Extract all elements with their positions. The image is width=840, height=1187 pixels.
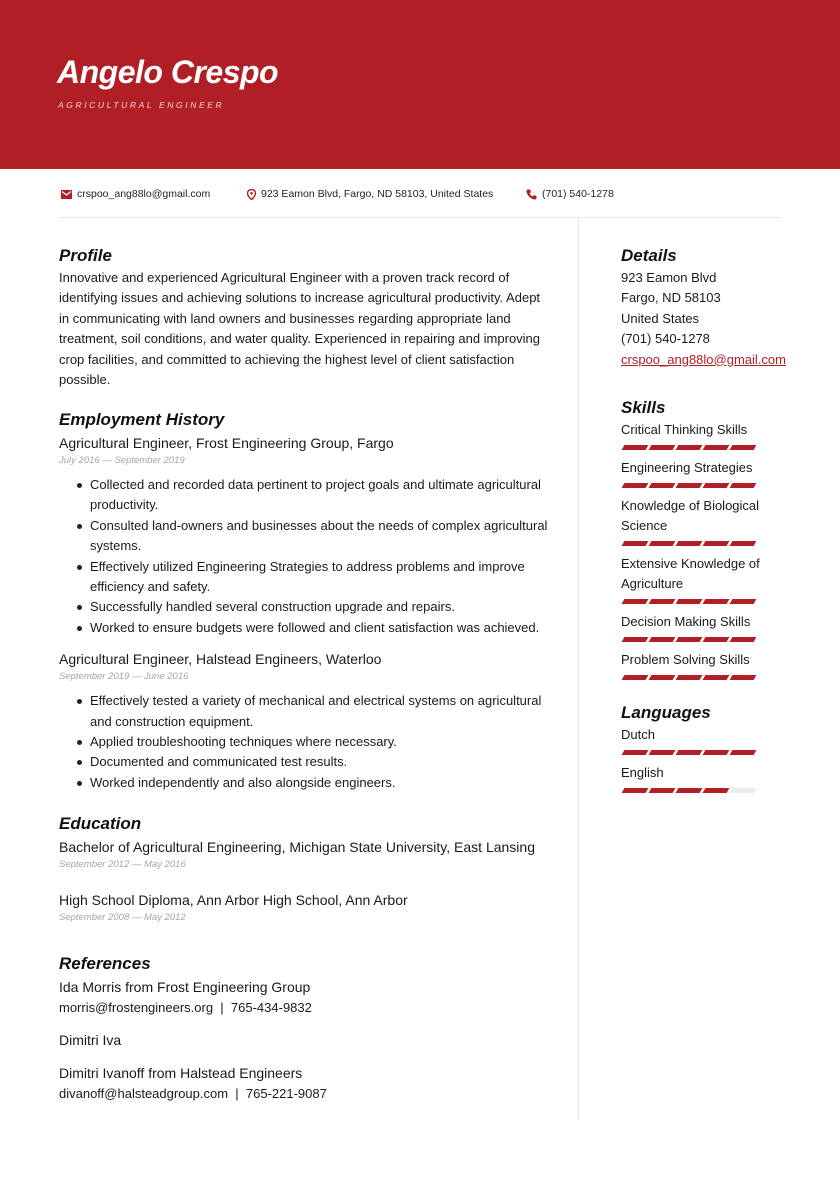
profile-text: Innovative and experienced Agricultural Engineer with a proven track record of identifying issues and achieving solutions to increase agricultural productivity. Adept in communicating with land owners and businesses regarding appropriate land treatment, soil conditions, and water quality. Experienced in repairing and improving crop facilities, and committed to achieving the highest level of client satisfaction possible.	[59, 270, 541, 388]
references-heading: References	[59, 954, 151, 973]
level-segment	[622, 599, 649, 604]
details-heading: Details	[621, 246, 677, 265]
level-segment	[649, 637, 676, 642]
skills-level-bar	[623, 599, 771, 604]
education-degree: Bachelor of Agricultural Engineering, Michigan State University, East Lansing	[59, 839, 535, 855]
skills-item	[621, 650, 771, 680]
job-position: Agricultural Engineer, Frost Engineering Group, Fargo	[59, 435, 394, 451]
education-entry	[59, 889, 559, 925]
job-bullet: Collected and recorded data pertinent to project goals and ultimate agricultural productivity.	[90, 475, 549, 516]
level-segment	[676, 445, 703, 450]
details-line: (701) 540-1278	[621, 331, 710, 347]
level-segment	[649, 675, 676, 680]
resume-header	[0, 0, 840, 169]
education-section	[59, 812, 559, 932]
education-dates: September 2008 — May 2012	[59, 912, 186, 923]
level-segment	[649, 750, 676, 755]
level-segment	[676, 483, 703, 488]
skills-level-bar	[623, 637, 771, 642]
skills-item	[621, 496, 771, 546]
skills-level-bar	[623, 445, 771, 450]
phone-text: (701) 540-1278	[542, 188, 614, 200]
details-section	[621, 244, 811, 370]
languages-heading: Languages	[621, 703, 711, 722]
job-dates: September 2019 — June 2016	[59, 671, 189, 683]
level-segment	[730, 750, 757, 755]
languages-item	[621, 725, 771, 755]
reference-contact: morris@frostengineers.org | 765-434-9832	[59, 1000, 312, 1015]
details-line: United States	[621, 310, 700, 326]
location-pin-icon	[247, 189, 256, 200]
level-segment	[622, 541, 649, 546]
languages-section	[621, 701, 771, 801]
skills-level-bar	[623, 675, 771, 680]
level-segment	[676, 599, 703, 604]
level-segment	[703, 445, 730, 450]
column-divider	[578, 218, 579, 1120]
reference-entry	[59, 1029, 549, 1051]
details-email-link[interactable]: crspoo_ang88lo@gmail.com	[621, 351, 786, 367]
skills-label: Knowledge of Biological Science	[621, 498, 760, 533]
level-segment	[649, 483, 676, 488]
address-text: 923 Eamon Blvd, Fargo, ND 58103, United States	[261, 188, 494, 200]
level-segment	[622, 637, 649, 642]
level-segment	[676, 637, 703, 642]
skills-label: Decision Making Skills	[621, 614, 751, 629]
education-degree: High School Diploma, Ann Arbor High School, Ann Arbor	[59, 892, 408, 908]
header-divider	[59, 217, 781, 218]
job-bullet: Worked independently and also alongside engineers.	[90, 773, 549, 793]
level-segment	[622, 675, 649, 680]
level-segment	[622, 788, 649, 793]
candidate-name: Angelo Crespo	[57, 54, 279, 90]
skills-item	[621, 612, 771, 642]
skills-item	[621, 420, 771, 450]
job-bullet: Documented and communicated test results.	[90, 752, 549, 772]
level-segment	[703, 675, 730, 680]
level-segment	[676, 675, 703, 680]
languages-level-bar	[623, 750, 771, 755]
profile-heading: Profile	[59, 246, 112, 265]
phone-icon	[526, 189, 537, 200]
job-bullets	[59, 691, 549, 793]
level-segment	[703, 541, 730, 546]
languages-item	[621, 763, 771, 793]
reference-entry	[59, 976, 549, 1018]
level-segment	[730, 541, 757, 546]
job-bullet: Applied troubleshooting techniques where necessary.	[90, 732, 549, 752]
employment-heading: Employment History	[59, 410, 225, 429]
education-heading: Education	[59, 814, 142, 833]
skills-item	[621, 554, 771, 604]
skills-level-bar	[623, 541, 771, 546]
languages-label: English	[621, 765, 664, 780]
level-segment	[676, 541, 703, 546]
skills-label: Engineering Strategies	[621, 460, 753, 475]
level-segment	[622, 483, 649, 488]
level-segment	[676, 788, 703, 793]
level-segment	[649, 788, 676, 793]
level-segment	[649, 599, 676, 604]
education-entry	[59, 836, 559, 872]
skills-item	[621, 458, 771, 488]
job-bullet: Effectively tested a variety of mechanical and electrical systems on agricultural and construction equipment.	[90, 691, 549, 732]
details-line: 923 Eamon Blvd	[621, 270, 717, 285]
level-segment	[730, 675, 757, 680]
reference-name: Dimitri Ivanoff from Halstead Engineers	[59, 1065, 303, 1082]
job-bullet: Successfully handled several construction upgrade and repairs.	[90, 597, 549, 617]
email-text: crspoo_ang88lo@gmail.com	[77, 188, 211, 200]
skills-heading: Skills	[621, 398, 666, 417]
level-segment	[703, 750, 730, 755]
level-segment	[676, 750, 703, 755]
level-segment	[703, 599, 730, 604]
level-segment	[703, 788, 730, 793]
job-bullets	[59, 475, 549, 638]
languages-level-bar	[623, 788, 771, 793]
employment-section	[59, 408, 549, 803]
contact-email	[61, 188, 210, 200]
job-position: Agricultural Engineer, Halstead Engineers, Waterloo	[59, 651, 382, 668]
envelope-icon	[61, 190, 72, 199]
job-bullet: Consulted land-owners and businesses about the needs of complex agricultural systems.	[90, 516, 549, 557]
level-segment	[703, 483, 730, 488]
reference-contact: divanoff@halsteadgroup.com | 765-221-9087	[59, 1086, 327, 1102]
details-line: Fargo, ND 58103	[621, 290, 721, 306]
reference-name: Ida Morris from Frost Engineering Group	[59, 979, 311, 995]
level-segment	[730, 445, 757, 450]
skills-label: Problem Solving Skills	[621, 652, 750, 667]
reference-entry	[59, 1062, 549, 1104]
level-segment	[649, 445, 676, 450]
level-segment	[730, 483, 757, 488]
level-segment	[622, 750, 649, 755]
level-segment	[703, 637, 730, 642]
languages-label: Dutch	[621, 727, 655, 742]
level-segment	[730, 788, 757, 793]
level-segment	[730, 637, 757, 642]
skills-section	[621, 396, 771, 688]
level-segment	[622, 445, 649, 450]
contact-address	[247, 188, 493, 200]
job-entry	[59, 432, 549, 638]
contact-phone	[526, 188, 614, 200]
level-segment	[649, 541, 676, 546]
education-dates: September 2012 — May 2016	[59, 859, 186, 870]
skills-label: Extensive Knowledge of Agriculture	[621, 556, 760, 591]
job-entry	[59, 648, 549, 793]
job-bullet: Effectively utilized Engineering Strategies to address problems and improve efficiency and safety.	[90, 557, 549, 598]
skills-level-bar	[623, 483, 771, 488]
job-bullet: Worked to ensure budgets were followed and client satisfaction was achieved.	[90, 618, 549, 638]
job-title: AGRICULTURAL ENGINEER	[58, 100, 225, 110]
job-dates: July 2016 — September 2019	[59, 455, 185, 466]
references-section	[59, 952, 549, 1116]
level-segment	[730, 599, 757, 604]
skills-label: Critical Thinking Skills	[621, 422, 748, 437]
profile-section	[59, 244, 549, 390]
reference-name: Dimitri Iva	[59, 1032, 122, 1049]
